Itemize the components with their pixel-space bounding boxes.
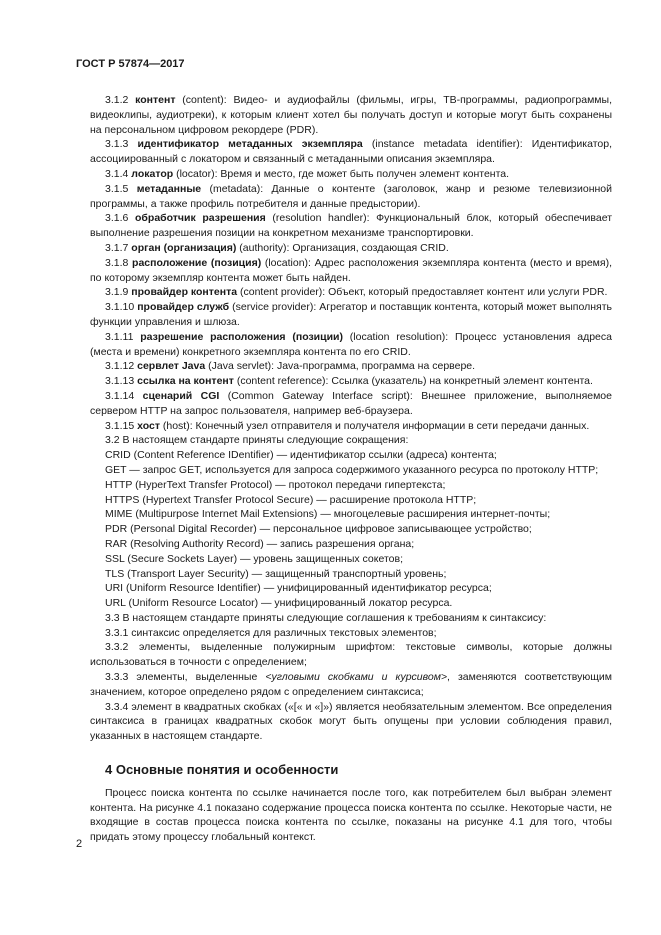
definition-3-1-4: 3.1.4 локатор (locator): Время и место, где может быть получен элемент контента. [105,167,510,180]
definition-3-1-11: 3.1.11 разрешение расположения (позиции) (location resolution): Процесс установления адреса (места и времени) конкретного экземпляра контента по его CRID. [90,330,612,358]
definition-3-1-3: 3.1.3 идентификатор метаданных экземпляра (instance metadata identifier): Идентификатор, ассоциированный с локатором и связанный с метаданными описания экземпляра. [90,138,612,166]
definition-3-1-10: 3.1.10 провайдер служб (service provider): Агрегатор и поставщик контента, который может выполнять функции управления и шлюза. [90,301,612,328]
term: ссылка на контент [137,375,234,388]
definition-3-1-5: 3.1.5 метаданные (metadata): Данные о контенте (заголовок, жанр и резюме телевизионной программы, а также профиль потребителя и данные предыстории). [90,182,612,210]
abbreviation-item: URL (Uniform Resource Locator) — унифицированный локатор ресурса. [105,597,453,610]
term: обработчик разрешения [135,212,266,225]
definition-3-1-2: 3.1.2 контент (content): Видео- и аудиофайлы (фильмы, игры, ТВ-программы, радиопрограммы, видеоклипы, аудиотреки), к которым клиент хотел бы получать доступ и которые могут быть сохранены на персональном цифровом рекордере (PDR). [90,94,612,136]
syntax-rule-3-3-2: 3.3.2 элементы, выделенные полужирным шрифтом: текстовые символы, которые должны использоваться в точности с определением; [90,641,612,669]
definition-3-1-15: 3.1.15 хост (host): Конечный узел отправителя и получателя информации в сети передачи данных. [105,419,590,432]
term: контент [135,94,176,106]
syntax-intro: 3.3 В настоящем стандарте приняты следующие соглашения к требованиям к синтаксису: [105,611,547,624]
definition-3-1-14: 3.1.14 сценарий CGI (Common Gateway Interface script): Внешнее приложение, выполняемое сервером HTTP на запрос пользователя, например веб-браузера. [90,389,612,417]
syntax-rule-3-3-4: 3.3.4 элемент в квадратных скобках («[« и «]») является необязательным элементом. Все определения синтаксиса в границах квадратных скобок могут быть опущены при условии соблюдения правил, указанных в настоящем стандарте. [90,700,612,743]
abbreviation-item: HTTP (HyperText Transfer Protocol) — протокол передачи гипертекста; [105,478,446,491]
term: орган (организация) [131,241,237,254]
abbreviations-intro: 3.2 В настоящем стандарте приняты следующие сокращения: [105,434,409,447]
abbreviation-item: RAR (Resolving Authority Record) — запись разрешения органа; [105,537,415,550]
syntax-rule-3-3-3: 3.3.3 элементы, выделенные <угловыми скобками и курсивом>, заменяются соответствующим значением, которое определено рядом с определением синтаксиса; [90,671,612,698]
term: провайдер служб [137,301,230,314]
term: разрешение расположения (позиции) [140,330,343,343]
abbreviation-item: CRID (Content Reference IDentifier) — идентификатор ссылки (адреса) контента; [105,449,497,462]
document-body [90,93,612,845]
term: метаданные [136,182,202,195]
abbreviation-item: SSL (Secure Sockets Layer) — уровень защищенных сокетов; [105,552,403,565]
definition-3-1-13: 3.1.13 ссылка на контент (content reference): Ссылка (указатель) на конкретный элемент контента. [105,375,593,388]
italic-example: <угловыми скобками и курсивом> [265,671,448,684]
abbreviation-item: URI (Uniform Resource Identifier) — унифицированный идентификатор ресурса; [105,582,492,595]
definition-3-1-8: 3.1.8 расположение (позиция) (location): Адрес расположения экземпляра контента (место и время), по которому экземпляр контента может быть найден. [90,256,613,284]
term: расположение (позиция) [132,256,262,269]
term: сценарий CGI [142,389,220,402]
definition-3-1-6: 3.1.6 обработчик разрешения (resolution handler): Функциональный блок, который обеспечивает выполнение разрешения позиции на конкретном механизме транспортировки. [90,212,612,240]
definition-3-1-12: 3.1.12 сервлет Java (Java servlet): Java-программа, программа на сервере. [105,360,476,373]
abbreviation-item: TLS (Transport Layer Security) — защищенный транспортный уровень; [105,567,447,580]
syntax-rule-3-3-1: 3.3.1 синтаксис определяется для различных текстовых элементов; [105,626,437,639]
abbreviation-item: PDR (Personal Digital Recorder) — персональное цифровое записывающее устройство; [105,523,532,536]
section-4-title: 4 Основные понятия и особенности [105,762,339,778]
term: хост [137,419,160,432]
abbreviation-item: GET — запрос GET, используется для запроса содержимого указанного ресурса по протоколу HTTP; [105,463,599,476]
term: идентификатор метаданных экземпляра [137,138,363,151]
abbreviation-item: MIME (Multipurpose Internet Mail Extensions) — многоцелевые расширения интернет-почты; [105,508,551,521]
definition-3-1-7: 3.1.7 орган (организация) (authority): Организация, создающая CRID. [105,241,449,254]
section-4-paragraph: Процесс поиска контента по ссылке начинается после того, как потребителем был выбран элемент контента. На рисунке 4.1 показано содержание процесса поиска контента по ссылке. Некоторые части, не входящие в состав процесса поиска контента по ссылке, показаны на рисунке 4.1 для того, чтобы придать этому процессу глобальный контекст. [90,786,612,844]
standard-header: ГОСТ Р 57874—2017 [76,58,185,70]
definition-3-1-9: 3.1.9 провайдер контента (content provider): Объект, который предоставляет контент или услуги PDR. [105,286,608,299]
abbreviation-item: HTTPS (Hypertext Transfer Protocol Secure) — расширение протокола HTTP; [105,493,477,506]
page-number: 2 [76,838,83,850]
term: провайдер контента [131,286,238,299]
term: локатор [131,167,174,180]
term: сервлет Java [137,360,206,373]
